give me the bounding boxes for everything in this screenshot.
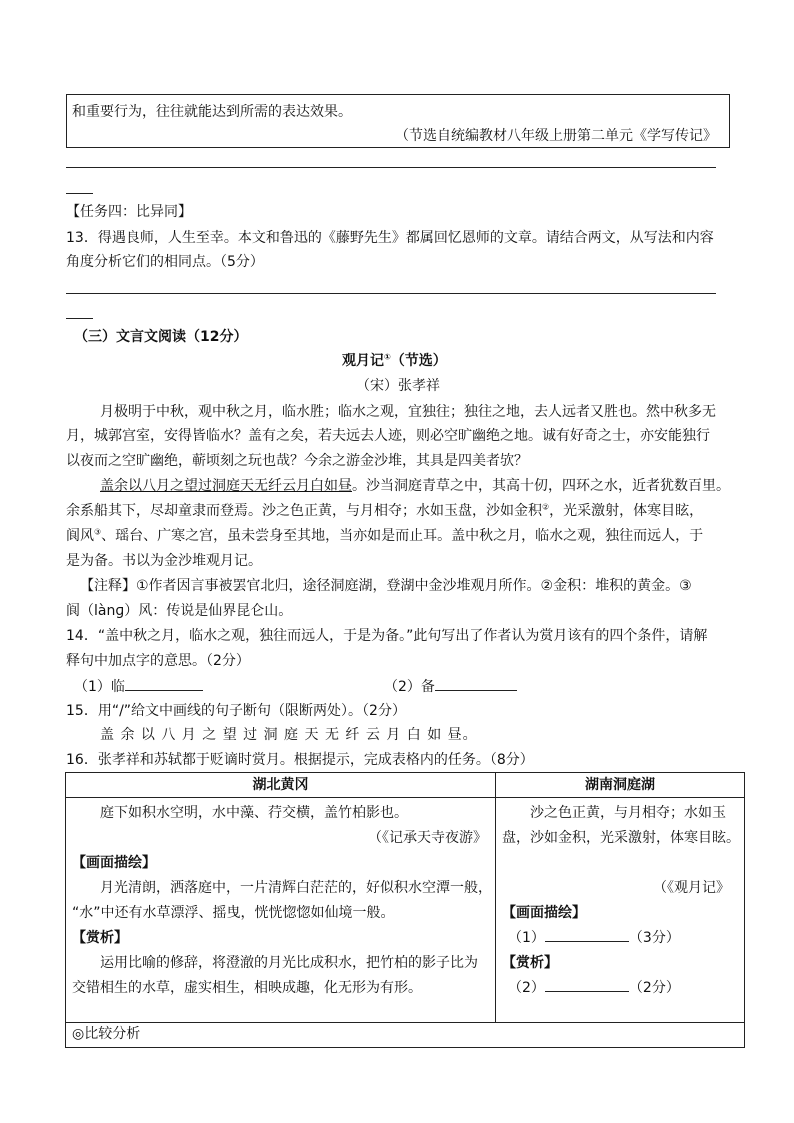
q14-answer-b — [384, 676, 517, 696]
c1-appr-text: 运用比喻的修辞，将澄澈的月光比成积水，把竹柏的影子比为 — [100, 955, 478, 971]
passage-line — [100, 475, 730, 495]
q14-b-blank[interactable] — [435, 676, 517, 691]
c2-appr-points: （2分） — [628, 980, 680, 996]
col2-header: 湖南洞庭湖 — [496, 773, 745, 798]
q14-text-2: 释句中加点字的意思。（2分） — [66, 653, 250, 669]
passage-line: 以夜而之空旷幽绝，蕲顷刻之玩也哉？今余之游金沙堆，其具是四美者欤？ — [66, 453, 528, 469]
q15-sentence[interactable]: 盖 余 以 八 月 之 望 过 洞 庭 天 无 纤 云 月 白 如 昼。 — [100, 727, 478, 743]
answer-line[interactable] — [66, 167, 716, 168]
note-marker: ③ — [94, 527, 102, 537]
q13-text: 13．得遇良师，人生至幸。本文和鲁迅的《藤野先生》都属回忆恩师的文章。请结合两文，从写法和内容 — [66, 230, 714, 246]
c2-source: （《观月记》 — [653, 880, 730, 896]
task4-heading: 【任务四：比异同】 — [66, 204, 192, 220]
passage-seg: 阆风 — [66, 528, 94, 544]
c1-quote: 庭下如积水空明，水中藻、荇交横，盖竹柏影也。 — [100, 805, 408, 821]
title-note: ① — [384, 352, 391, 362]
c1-appr-label: 【赏析】 — [72, 930, 128, 946]
c2-appr-answer — [508, 977, 680, 997]
title-main: 观月记 — [342, 353, 384, 369]
passage-line: 月，城郭宫室，安得皆临水？盖有之矣，若夫远去人迹，则必空旷幽绝之地。诚有好奇之士，亦安能独行 — [66, 428, 710, 444]
passage-seg: 余系船其下，尽却童隶而登焉。沙之色正黄，与月相夺；水如玉盘，沙如金积 — [66, 503, 542, 519]
q15-text: 15．用“/”给文中画线的句子断句（限断两处）。（2分） — [66, 703, 406, 719]
notes-line: 【注释】①作者因言事被罢官北归，途径洞庭湖，登湖中金沙堆观月所作。②金积：堆积的黄金。③ — [80, 578, 692, 594]
quote-text: 和重要行为，往往就能达到所需的表达效果。 — [72, 104, 352, 120]
q14-b-label: （2）备 — [384, 679, 435, 695]
answer-line[interactable] — [66, 293, 716, 294]
passage-title — [342, 350, 447, 370]
passage-line — [66, 500, 703, 520]
c2-scene-points: （3分） — [628, 930, 680, 946]
passage-line: 是为备。书以为金沙堆观月记。 — [66, 553, 262, 569]
c1-scene-label: 【画面描绘】 — [72, 855, 156, 871]
c2-quote: 沙之色正黄，与月相夺；水如玉 — [530, 805, 726, 821]
quote-box — [66, 94, 730, 148]
c2-scene-label: 【画面描绘】 — [502, 905, 586, 921]
col1-cell — [66, 798, 496, 1023]
c2-appr-item: （2） — [508, 980, 545, 996]
c2-scene-blank[interactable] — [545, 927, 629, 942]
passage-seg: ，光采激射，体寒目眩， — [549, 503, 704, 519]
notes-line: 阆（lànɡ）风：传说是仙界昆仑山。 — [66, 603, 293, 619]
comparison-table — [65, 772, 745, 1048]
c2-quote-2: 盘，沙如金积，光采激射，体寒目眩。 — [502, 830, 740, 846]
q14-a-blank[interactable] — [125, 676, 203, 691]
quote-source: （节选自统编教材八年级上册第二单元《学写传记》 — [395, 128, 717, 144]
passage-line — [66, 525, 703, 545]
answer-line-tail[interactable] — [66, 193, 93, 194]
q14-a-label: （1）临 — [74, 679, 125, 695]
c1-appr-text-2: 交错相生的水草，虚实相生，相映成趣，化无形为有形。 — [72, 980, 422, 996]
col1-header: 湖北黄冈 — [66, 773, 496, 798]
answer-line-tail[interactable] — [66, 318, 93, 319]
col2-cell — [496, 798, 745, 1023]
title-tail: （节选） — [390, 353, 447, 369]
passage-author: （宋）张孝祥 — [356, 378, 440, 394]
q14-answer-a — [74, 676, 203, 696]
q14-text: 14．“盖中秋之月，临水之观，独往而远人，于是为备。”此句写出了作者认为赏月该有的四个条件，请解 — [66, 628, 708, 644]
comparison-footer[interactable]: ◎比较分析 — [66, 1023, 745, 1048]
q16-text: 16．张孝祥和苏轼都于贬谪时赏月。根据提示，完成表格内的任务。（8分） — [66, 752, 534, 768]
c2-scene-item: （1） — [508, 930, 545, 946]
c1-source: （《记承天寺夜游》 — [368, 830, 487, 846]
c1-scene-text-2: “水”中还有水草漂浮、摇曳，恍恍惚惚如仙境一般。 — [72, 905, 395, 921]
note-marker: ② — [542, 502, 550, 512]
q13-text-2: 角度分析它们的相同点。（5分） — [66, 254, 264, 270]
passage-line: 月极明于中秋，观中秋之月，临水胜；临水之观，宜独往；独往之地，去人远者又胜也。然中秋多无 — [100, 404, 716, 420]
c2-scene-answer — [508, 927, 680, 947]
c2-appr-blank[interactable] — [545, 977, 629, 992]
passage-seg: 、瑶台、广寒之宫，虽未尝身至其地，当亦如是而止耳。盖中秋之月，临水之观，独往而远人，于 — [101, 528, 704, 544]
c2-appr-label: 【赏析】 — [502, 955, 558, 971]
underlined-sentence: 盖余以八月之望过洞庭天无纤云月白如昼 — [100, 478, 352, 494]
c1-scene-text: 月光清朗，洒落庭中，一片清辉白茫茫的，好似积水空潭一般， — [100, 880, 492, 896]
section3-heading: （三）文言文阅读（12分） — [74, 329, 248, 345]
passage-rest: 。沙当洞庭青草之中，其高十仞，四环之水，近者犹数百里。 — [352, 478, 730, 494]
